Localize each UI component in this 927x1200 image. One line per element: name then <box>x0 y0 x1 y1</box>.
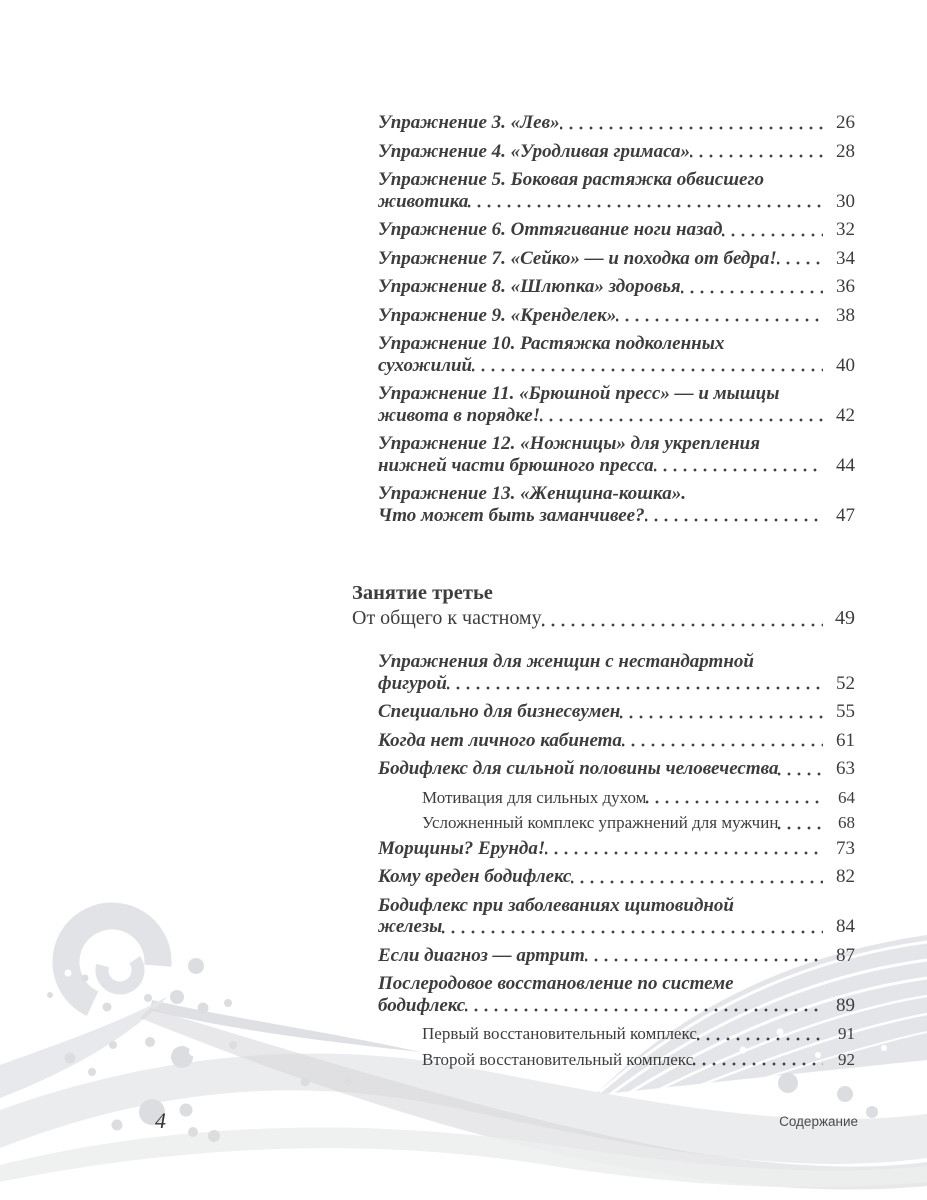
toc-subentry <box>422 787 855 809</box>
toc-page-number: 49 <box>835 607 855 629</box>
toc-entry-text: Специально для бизнесвумен <box>378 701 621 722</box>
toc-entry-text: бодифлекс <box>378 994 466 1016</box>
toc-entry-text: От общего к частному <box>352 607 542 629</box>
toc-page-number: 64 <box>838 787 855 807</box>
dot-leader <box>622 730 823 752</box>
toc-entry <box>378 433 855 476</box>
toc-entry <box>378 248 855 270</box>
toc-entry-text: Упражнение 3. «Лев» <box>378 112 560 133</box>
toc-page-number: 89 <box>836 994 855 1016</box>
toc-entry <box>378 219 855 241</box>
toc-page-number: 82 <box>836 866 855 887</box>
toc-subentry <box>422 1049 855 1071</box>
section-heading <box>352 581 855 631</box>
dot-leader <box>778 758 823 780</box>
toc-page-number: 55 <box>836 701 855 722</box>
toc-page-number: 73 <box>836 837 855 859</box>
dot-leader <box>442 916 823 938</box>
toc-line <box>378 141 855 163</box>
toc-line <box>378 191 855 213</box>
page-number: 4 <box>155 1108 166 1133</box>
dot-leader <box>542 606 823 631</box>
toc-line: Упражнение 12. «Ножницы» для укрепления <box>378 433 761 454</box>
dot-leader <box>620 701 823 723</box>
toc-page-number: 40 <box>836 354 855 376</box>
toc-entry <box>378 758 855 780</box>
toc-page-number: 52 <box>836 672 855 694</box>
toc-entry <box>378 333 855 376</box>
toc-line: Упражнение 10. Растяжка подколенных <box>378 333 725 354</box>
toc-entry-text: Второй восстановительный комплекс <box>422 1049 694 1069</box>
toc-page-number: 30 <box>836 190 855 212</box>
toc-entry-text: фигурой <box>378 672 447 694</box>
toc-entry-text: Морщины? Ерунда! <box>378 837 546 859</box>
toc-page-number: 28 <box>836 140 855 162</box>
toc-entry-text: Мотивация для сильных духом <box>422 787 647 807</box>
toc-entry-text: Когда нет личного кабинета <box>378 729 622 751</box>
toc-page-number: 42 <box>836 404 855 426</box>
toc-entry <box>378 973 855 1016</box>
toc-entry-text: Упражнение 4. «Уродливая гримаса» <box>378 140 691 162</box>
dot-leader <box>654 455 823 477</box>
toc-line <box>378 219 855 241</box>
toc-page-number: 44 <box>836 454 855 476</box>
toc-entry-text: Кому вреден бодифлекс <box>378 866 572 887</box>
toc-entry <box>378 838 855 860</box>
toc-entry <box>378 866 855 888</box>
dot-leader <box>697 1023 823 1045</box>
toc-entry <box>378 169 855 212</box>
toc-line <box>422 787 855 809</box>
toc-page-number: 38 <box>836 304 855 326</box>
toc-line <box>378 945 855 967</box>
toc-line <box>378 701 855 723</box>
toc-line <box>378 758 855 780</box>
dot-leader <box>690 141 823 163</box>
toc-entry-text: животика <box>378 190 469 212</box>
toc-entry <box>378 701 855 723</box>
toc-entry-text: Усложненный комплекс упражнений для мужчин <box>422 813 779 832</box>
toc-line <box>352 606 855 631</box>
toc-entry-text: Упражнение 8. «Шлюпка» здоровья <box>378 276 681 297</box>
dot-leader <box>447 673 823 695</box>
toc-line <box>378 112 855 134</box>
dot-leader <box>472 355 823 377</box>
toc-entry-text: Первый восстановительный комплекс <box>422 1024 697 1043</box>
dot-leader <box>616 305 823 327</box>
toc-page-number: 34 <box>836 247 855 269</box>
toc-line <box>378 730 855 752</box>
dot-leader <box>560 112 823 134</box>
toc-page-number: 36 <box>836 276 855 297</box>
toc-entry <box>378 895 855 938</box>
toc-page-number: 87 <box>836 944 855 966</box>
toc-entry <box>378 276 855 298</box>
toc-entry-text: живота в порядке! <box>378 404 541 426</box>
dot-leader <box>778 812 823 834</box>
toc-line <box>378 405 855 427</box>
toc-line <box>378 455 855 477</box>
toc-entry <box>378 651 855 694</box>
toc-entry <box>378 730 855 752</box>
dot-leader <box>571 866 823 888</box>
toc-entry <box>378 945 855 967</box>
toc-entry <box>378 112 855 134</box>
toc-entry-text: сухожилий <box>378 354 473 376</box>
dot-leader <box>645 505 823 527</box>
toc-line <box>378 248 855 270</box>
dot-leader <box>585 945 823 967</box>
toc-line: Упражнения для женщин с нестандартной <box>378 651 754 672</box>
dot-leader <box>646 787 823 809</box>
toc-subentry <box>422 1023 855 1045</box>
toc-line <box>378 505 855 527</box>
dot-leader <box>777 248 823 270</box>
table-of-contents <box>352 112 855 1074</box>
dot-leader <box>468 191 823 213</box>
dot-leader <box>545 838 823 860</box>
toc-line: Упражнение 11. «Брюшной пресс» — и мышцы <box>378 383 780 404</box>
toc-entry-text: Упражнение 7. «Сейко» — и походка от бедра! <box>378 247 777 269</box>
dot-leader <box>465 995 823 1017</box>
dot-leader <box>722 219 823 241</box>
toc-entry <box>378 141 855 163</box>
toc-entry-text: Что может быть заманчивее? <box>378 504 645 526</box>
toc-entry-text: Если диагноз — артрит <box>378 944 585 966</box>
dot-leader <box>681 276 823 298</box>
toc-entry <box>378 483 855 526</box>
toc-page-number: 32 <box>836 219 855 240</box>
dot-leader <box>540 405 823 427</box>
toc-line <box>422 812 855 834</box>
toc-line <box>378 276 855 298</box>
toc-line <box>422 1023 855 1045</box>
toc-line <box>378 916 855 938</box>
toc-line <box>378 995 855 1017</box>
toc-entry <box>378 383 855 426</box>
toc-page-number: 47 <box>836 504 855 526</box>
toc-entry-text: нижней части брюшного пресса <box>378 454 654 476</box>
toc-page-number: 84 <box>836 916 855 937</box>
toc-line <box>422 1049 855 1071</box>
toc-entry-text: железы <box>378 916 443 937</box>
dot-leader <box>693 1049 823 1071</box>
toc-line: Бодифлекс при заболеваниях щитовидной <box>378 894 734 916</box>
toc-line <box>378 355 855 377</box>
toc-subentry <box>422 812 855 834</box>
section-title: Занятие третье <box>352 582 493 604</box>
toc-entry-text: Упражнение 6. Оттягивание ноги назад <box>378 219 723 240</box>
toc-page-number: 61 <box>836 729 855 751</box>
toc-page-number: 91 <box>838 1024 855 1043</box>
toc-page-number: 26 <box>836 112 855 133</box>
toc-entry-text: Бодифлекс для сильной половины человечества <box>378 758 779 779</box>
toc-line <box>378 866 855 888</box>
toc-line: Упражнение 13. «Женщина-кошка». <box>378 483 686 504</box>
toc-line <box>378 673 855 695</box>
toc-line <box>378 305 855 327</box>
toc-line <box>378 838 855 860</box>
toc-line: Послеродовое восстановление по системе <box>378 973 734 994</box>
toc-line: Упражнение 5. Боковая растяжка обвисшего <box>378 169 764 190</box>
toc-entry-text: Упражнение 9. «Кренделек» <box>378 304 617 326</box>
toc-page-number: 68 <box>838 813 855 832</box>
footer-section-label: Содержание <box>779 1114 858 1129</box>
toc-entry <box>378 305 855 327</box>
toc-page-number: 63 <box>836 758 855 779</box>
toc-page-number: 92 <box>838 1049 855 1069</box>
